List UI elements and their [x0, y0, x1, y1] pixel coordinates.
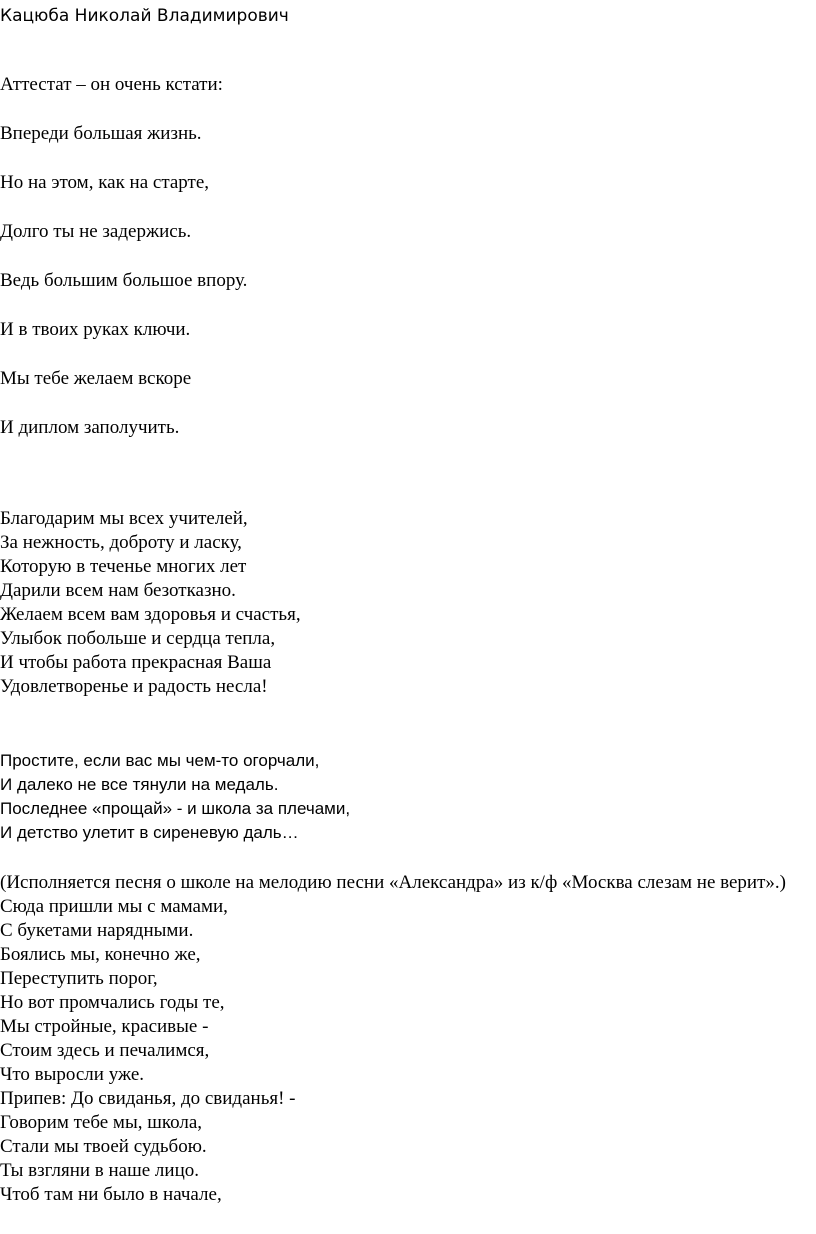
poem-line: Благодарим мы всех учителей, [0, 508, 248, 529]
poem-line: Дарили всем нам безотказно. [0, 580, 236, 601]
song-line: Что выросли уже. [0, 1064, 145, 1085]
song-line: Боялись мы, конечно же, [0, 944, 201, 965]
poem-line: Впереди большая жизнь. [0, 123, 202, 144]
song-section [0, 871, 812, 1207]
poem-line: Последнее «прощай» - и школа за плечами, [0, 799, 351, 818]
song-line: Но вот промчались годы те, [0, 992, 225, 1013]
song-line: Переступить порог, [0, 968, 158, 989]
stanza-farewell [0, 749, 350, 845]
song-note: (Исполняется песня о школе на мелодию песни «Александра» из к/ф «Москва слезам не верит».) [0, 872, 786, 893]
song-line: Чтоб там ни было в начале, [0, 1184, 222, 1205]
poem-line: Удовлетворенье и радость несла! [0, 676, 268, 697]
poem-line: Мы тебе желаем вскоре [0, 368, 192, 389]
poem-line: За нежность, доброту и ласку, [0, 532, 242, 553]
poem-line: Но на этом, как на старте, [0, 172, 210, 193]
stanza-teachers [0, 507, 301, 699]
poem-line: Простите, если вас мы чем-то огорчали, [0, 751, 320, 770]
poem-line: Аттестат – он очень кстати: [0, 74, 223, 95]
stanza-attestat [0, 73, 247, 465]
poem-line: Которую в теченье многих лет [0, 556, 247, 577]
poem-line: Улыбок побольше и сердца тепла, [0, 628, 276, 649]
author-name: Кацюба Николай Владимирович [0, 6, 289, 26]
song-line: Припев: До свиданья, до свиданья! - [0, 1088, 296, 1109]
poem-line: И диплом заполучить. [0, 417, 180, 438]
poem-line: Желаем всем вам здоровья и счастья, [0, 604, 301, 625]
poem-line: И в твоих руках ключи. [0, 319, 191, 340]
song-line: С букетами нарядными. [0, 920, 194, 941]
song-line: Говорим тебе мы, школа, [0, 1112, 203, 1133]
song-line: Стали мы твоей судьбою. [0, 1136, 207, 1157]
poem-line: Долго ты не задержись. [0, 221, 192, 242]
poem-line: И далеко не все тянули на медаль. [0, 775, 279, 794]
song-line: Мы стройные, красивые - [0, 1016, 209, 1037]
song-line: Сюда пришли мы с мамами, [0, 896, 228, 917]
song-line: Ты взгляни в наше лицо. [0, 1160, 199, 1181]
song-line: Стоим здесь и печалимся, [0, 1040, 210, 1061]
poem-line: И чтобы работа прекрасная Ваша [0, 652, 272, 673]
poem-line: Ведь большим большое впору. [0, 270, 248, 291]
poem-line: И детство улетит в сиреневую даль… [0, 823, 299, 842]
